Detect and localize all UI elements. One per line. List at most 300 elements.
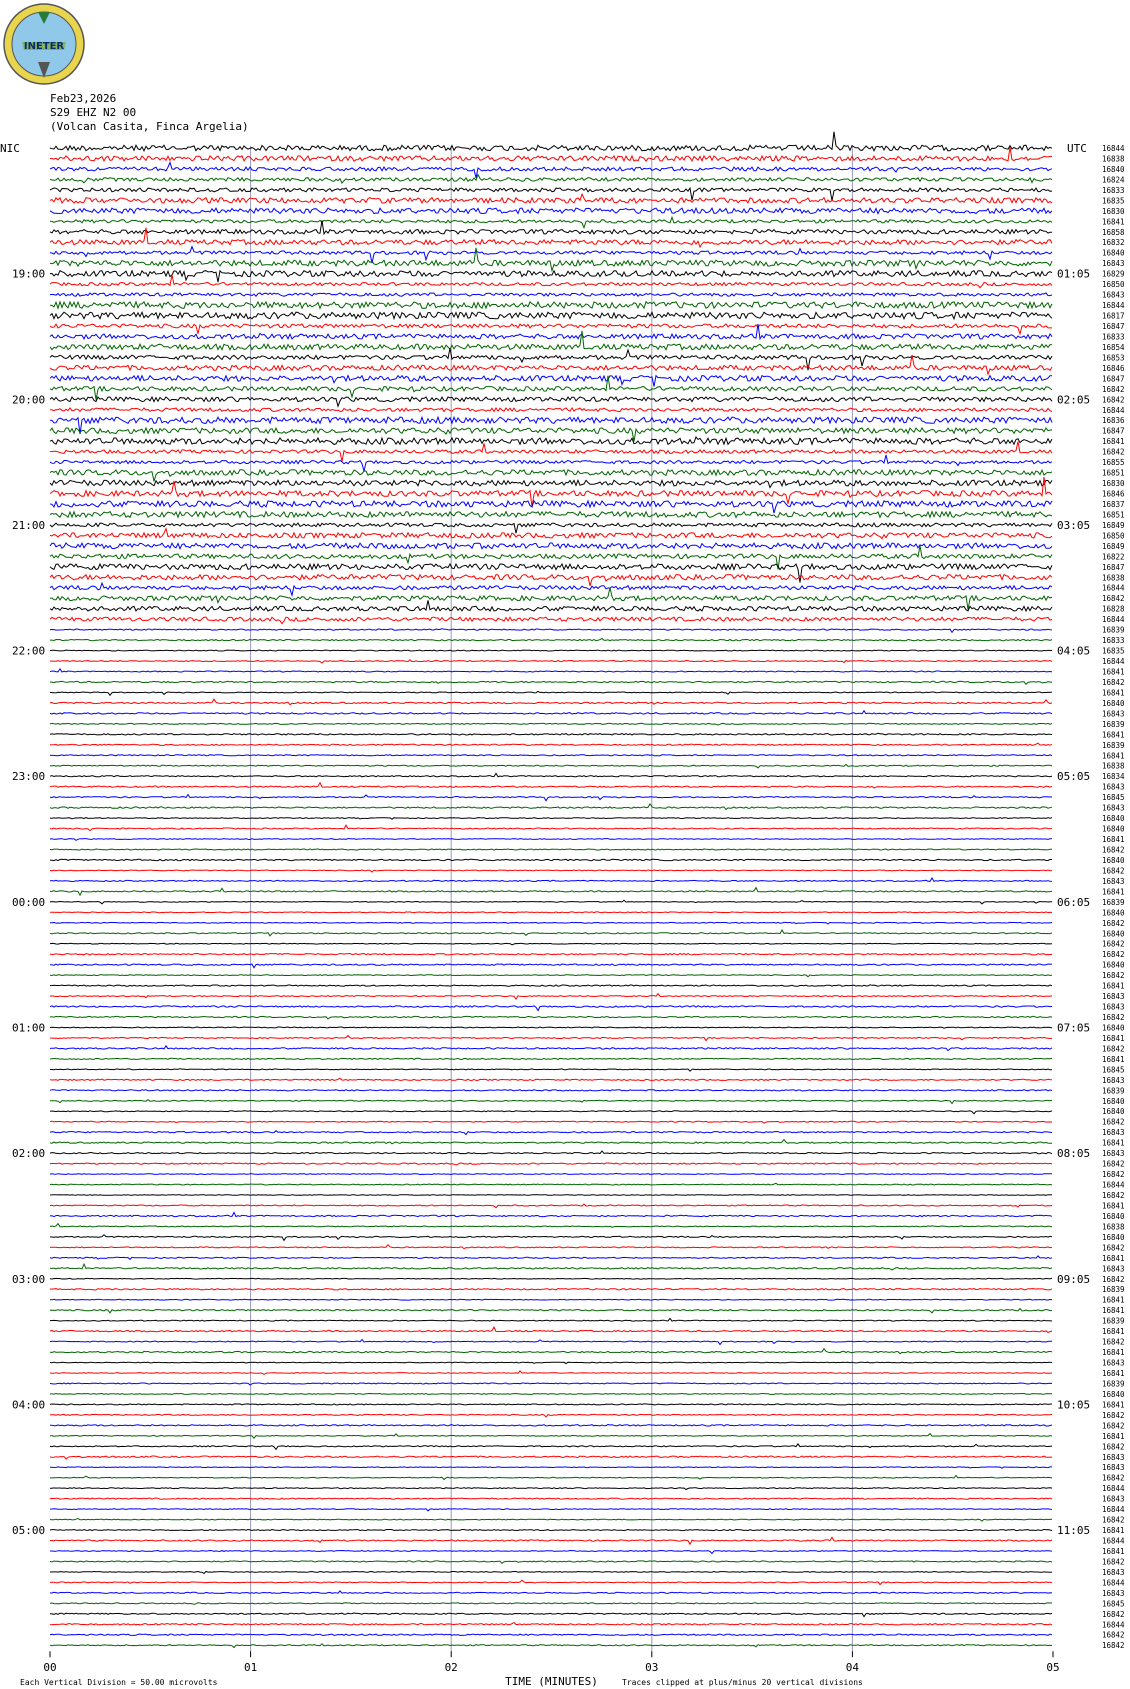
trace (50, 600, 1052, 611)
trace (50, 839, 1052, 841)
trace (50, 669, 1052, 672)
trace (50, 523, 1052, 533)
trace (50, 1299, 1052, 1300)
trace-offset-label: 16843 (1102, 1264, 1125, 1274)
logo-text: INETER (23, 41, 65, 52)
trace-offset-label: 16846 (1102, 363, 1125, 373)
trace-offset-label: 16837 (1102, 499, 1125, 509)
left-axis-label: NIC (0, 142, 20, 155)
utc-time-label: 07:05 (1057, 1021, 1091, 1035)
trace (50, 397, 1052, 406)
trace-offset-label: 16817 (1102, 311, 1125, 321)
trace (50, 1278, 1052, 1279)
trace-offset-label: 16842 (1102, 594, 1125, 604)
trace-offset-label: 16842 (1102, 866, 1125, 876)
trace (50, 408, 1052, 412)
trace (50, 1456, 1052, 1459)
trace (50, 275, 1052, 288)
trace (50, 1434, 1052, 1439)
trace-offset-label: 16833 (1102, 636, 1125, 646)
trace-offset-label: 16841 (1102, 217, 1125, 227)
trace-offset-label: 16841 (1102, 437, 1125, 447)
trace-offset-label: 16849 (1102, 541, 1125, 551)
trace (50, 1613, 1052, 1617)
trace-offset-label: 16842 (1102, 1013, 1125, 1023)
trace-offset-label: 16843 (1102, 1149, 1125, 1159)
trace-offset-label: 16847 (1102, 562, 1125, 572)
trace-offset-label: 16838 (1102, 573, 1125, 583)
trace (50, 1404, 1052, 1405)
trace-offset-label: 16844 (1102, 1180, 1125, 1190)
trace (50, 583, 1052, 595)
trace (50, 639, 1052, 641)
trace-offset-label: 16833 (1102, 185, 1125, 195)
header-channel: S29 EHZ N2 00 (50, 106, 137, 119)
trace (50, 1580, 1052, 1584)
trace (50, 1340, 1052, 1345)
trace (50, 247, 1052, 264)
trace-offset-label: 16839 (1102, 1086, 1125, 1096)
trace-offset-label: 16839 (1102, 897, 1125, 907)
trace-offset-label: 16847 (1102, 321, 1125, 331)
trace-offset-label: 16842 (1102, 1274, 1125, 1284)
trace-offset-label: 16841 (1102, 1526, 1125, 1536)
trace-offset-label: 16835 (1102, 196, 1125, 206)
trace (50, 1078, 1052, 1080)
trace-offset-label: 16840 (1102, 698, 1125, 708)
trace-offset-label: 16840 (1102, 164, 1125, 174)
trace-offset-label: 16842 (1102, 1557, 1125, 1567)
trace-offset-label: 16841 (1102, 887, 1125, 897)
trace-offset-label: 16841 (1102, 730, 1125, 740)
trace (50, 1016, 1052, 1019)
trace (50, 930, 1052, 936)
trace (50, 1394, 1052, 1395)
trace-offset-label: 16844 (1102, 583, 1125, 593)
trace (50, 1414, 1052, 1417)
trace-offset-label: 16842 (1102, 1515, 1125, 1525)
nic-time-label: 02:00 (12, 1147, 46, 1161)
trace-offset-label: 16844 (1102, 144, 1125, 153)
trace (50, 175, 1052, 184)
trace (50, 1644, 1052, 1648)
x-tick-label: 02 (444, 1661, 458, 1675)
utc-time-label: 10:05 (1057, 1398, 1091, 1412)
trace (50, 723, 1052, 725)
trace-offset-label: 16842 (1102, 1473, 1125, 1483)
trace (50, 1309, 1052, 1313)
trace-offset-label: 16858 (1102, 227, 1125, 237)
trace (50, 331, 1052, 350)
trace (50, 1245, 1052, 1249)
trace (50, 588, 1052, 610)
trace (50, 1488, 1052, 1490)
trace (50, 132, 1052, 151)
trace (50, 312, 1052, 319)
trace (50, 1006, 1052, 1011)
trace-offset-label: 16842 (1102, 1044, 1125, 1054)
trace (50, 1349, 1052, 1354)
trace (50, 1058, 1052, 1059)
trace (50, 1027, 1052, 1028)
trace (50, 818, 1052, 820)
trace (50, 470, 1052, 482)
trace (50, 163, 1052, 178)
trace (50, 1111, 1052, 1114)
trace (50, 1183, 1052, 1185)
trace-offset-label: 16841 (1102, 1138, 1125, 1148)
x-axis-title: TIME (MINUTES) (505, 1675, 598, 1689)
trace (50, 437, 1052, 444)
trace (50, 650, 1052, 651)
trace (50, 501, 1052, 513)
trace-offset-label: 16844 (1102, 1578, 1125, 1588)
trace-offset-label: 16842 (1102, 971, 1125, 981)
trace-offset-label: 16841 (1102, 688, 1125, 698)
trace (50, 699, 1052, 705)
trace-offset-label: 16841 (1102, 1201, 1125, 1211)
utc-time-label: 04:05 (1057, 644, 1091, 658)
trace (50, 1572, 1052, 1574)
trace-offset-label: 16851 (1102, 468, 1125, 478)
trace-offset-label: 16841 (1102, 1327, 1125, 1337)
trace (50, 691, 1052, 695)
trace-offset-label: 16839 (1102, 1316, 1125, 1326)
trace (50, 1519, 1052, 1522)
trace-offset-label: 16832 (1102, 238, 1125, 248)
trace (50, 1204, 1052, 1208)
nic-time-label: 04:00 (12, 1398, 46, 1412)
trace (50, 1561, 1052, 1563)
header-station: (Volcan Casita, Finca Argelia) (50, 120, 249, 133)
trace-offset-label: 16841 (1102, 1306, 1125, 1316)
trace (50, 1036, 1052, 1041)
trace (50, 629, 1052, 633)
trace-offset-label: 16838 (1102, 1222, 1125, 1232)
trace-offset-label: 16841 (1102, 1431, 1125, 1441)
trace (50, 271, 1052, 283)
trace-offset-label: 16842 (1102, 1630, 1125, 1640)
trace (50, 1318, 1052, 1321)
trace-offset-label: 16843 (1102, 1494, 1125, 1504)
trace-offset-label: 16840 (1102, 908, 1125, 918)
trace (50, 564, 1052, 583)
trace (50, 1046, 1052, 1051)
utc-time-label: 01:05 (1057, 267, 1091, 281)
trace-offset-label: 16843 (1102, 803, 1125, 813)
trace (50, 194, 1052, 203)
trace-offset-label: 16842 (1102, 1410, 1125, 1420)
trace (50, 1498, 1052, 1499)
trace-offset-label: 16842 (1102, 1191, 1125, 1200)
trace-offset-label: 16854 (1102, 342, 1125, 352)
trace (50, 660, 1052, 663)
trace (50, 859, 1052, 860)
trace (50, 888, 1052, 896)
trace-offset-label: 16843 (1102, 1588, 1125, 1598)
trace (50, 1425, 1052, 1427)
trace-offset-label: 16844 (1102, 1620, 1125, 1630)
x-tick-label: 03 (645, 1661, 659, 1675)
trace (50, 985, 1052, 986)
trace-offset-label: 16840 (1102, 1023, 1125, 1033)
trace-offset-label: 16840 (1102, 960, 1125, 970)
trace (50, 512, 1052, 518)
trace-offset-label: 16841 (1102, 751, 1125, 761)
trace-offset-label: 16843 (1102, 1358, 1125, 1368)
trace (50, 1603, 1052, 1605)
trace-offset-label: 16839 (1102, 1285, 1125, 1295)
trace (50, 1289, 1052, 1290)
trace-offset-label: 16841 (1102, 1546, 1125, 1556)
nic-time-label: 21:00 (12, 518, 46, 532)
trace (50, 1235, 1052, 1241)
trace-offset-label: 16845 (1102, 1599, 1125, 1609)
nic-time-label: 19:00 (12, 267, 46, 281)
trace-offset-label: 16841 (1102, 835, 1125, 845)
trace (50, 1371, 1052, 1374)
trace (50, 1151, 1052, 1154)
trace (50, 1537, 1052, 1544)
trace-offset-label: 16840 (1102, 1096, 1125, 1106)
trace (50, 964, 1052, 968)
trace (50, 681, 1052, 684)
trace-offset-label: 16841 (1102, 1054, 1125, 1064)
trace (50, 975, 1052, 977)
trace-offset-label: 16830 (1102, 479, 1125, 489)
trace-offset-label: 16840 (1102, 1232, 1125, 1242)
utc-time-label: 11:05 (1057, 1524, 1091, 1538)
trace-offset-label: 16824 (1102, 175, 1125, 185)
trace-offset-label: 16840 (1102, 1211, 1125, 1221)
trace-offset-label: 16855 (1102, 458, 1125, 468)
trace-offset-label: 16844 (1102, 615, 1125, 625)
trace-offset-label: 16844 (1102, 301, 1125, 311)
trace (50, 208, 1052, 214)
trace-offset-label: 16842 (1102, 1117, 1125, 1127)
trace-offset-label: 16844 (1102, 405, 1125, 415)
trace (50, 376, 1052, 387)
header-date: Feb23,2026 (50, 92, 117, 105)
trace-offset-label: 16842 (1102, 939, 1125, 949)
trace (50, 764, 1052, 768)
trace-offset-label: 16841 (1102, 1400, 1125, 1410)
trace-offset-label: 16840 (1102, 1107, 1125, 1117)
trace-offset-label: 16830 (1102, 206, 1125, 216)
trace (50, 1069, 1052, 1072)
trace-offset-label: 16844 (1102, 657, 1125, 667)
trace (50, 1264, 1052, 1270)
trace (50, 1634, 1052, 1635)
trace-offset-label: 16843 (1102, 1002, 1125, 1012)
trace (50, 743, 1052, 745)
trace-offset-label: 16839 (1102, 740, 1125, 750)
trace (50, 1444, 1052, 1450)
trace-offset-label: 16845 (1102, 793, 1125, 803)
trace-offset-label: 16843 (1102, 1452, 1125, 1462)
trace-offset-label: 16842 (1102, 918, 1125, 928)
trace-offset-label: 16843 (1102, 1463, 1125, 1473)
trace (50, 849, 1052, 850)
trace-offset-label: 16842 (1102, 395, 1125, 405)
trace-offset-label: 16841 (1102, 667, 1125, 677)
x-tick-label: 04 (845, 1661, 860, 1675)
trace-offset-label: 16838 (1102, 154, 1125, 164)
trace (50, 825, 1052, 830)
trace-offset-label: 16842 (1102, 1609, 1125, 1619)
x-tick-label: 00 (43, 1661, 57, 1675)
nic-time-label: 20:00 (12, 393, 46, 407)
trace-offset-label: 16841 (1102, 1368, 1125, 1378)
trace-offset-label: 16839 (1102, 719, 1125, 729)
trace (50, 293, 1052, 296)
trace-offset-label: 16842 (1102, 1170, 1125, 1180)
trace-offset-label: 16846 (1102, 489, 1125, 499)
trace (50, 302, 1052, 309)
trace-offset-label: 16842 (1102, 677, 1125, 687)
trace (50, 617, 1052, 624)
trace-offset-label: 16841 (1102, 981, 1125, 991)
trace (50, 900, 1052, 904)
trace-offset-label: 16842 (1102, 845, 1125, 855)
scale-note: Each Vertical Division = 50.00 microvolts (20, 1678, 218, 1688)
trace-offset-label: 16840 (1102, 855, 1125, 865)
trace-offset-label: 16850 (1102, 531, 1125, 541)
trace-offset-label: 16840 (1102, 1389, 1125, 1399)
nic-time-label: 01:00 (12, 1021, 46, 1035)
nic-time-label: 22:00 (12, 644, 46, 658)
trace (50, 1090, 1052, 1091)
trace-offset-label: 16843 (1102, 1128, 1125, 1138)
trace-offset-label: 16843 (1102, 290, 1125, 300)
utc-time-label: 02:05 (1057, 393, 1091, 407)
utc-time-label: 05:05 (1057, 770, 1091, 784)
trace-offset-label: 16833 (1102, 332, 1125, 342)
trace-offset-label: 16842 (1102, 1159, 1125, 1169)
trace (50, 711, 1052, 714)
trace-offset-label: 16850 (1102, 280, 1125, 290)
x-tick-label: 01 (243, 1661, 258, 1675)
trace (50, 1213, 1052, 1217)
trace-offset-label: 16840 (1102, 248, 1125, 258)
trace (50, 1509, 1052, 1511)
trace-offset-label: 16841 (1102, 1348, 1125, 1358)
trace-offset-label: 16843 (1102, 1075, 1125, 1085)
nic-time-label: 23:00 (12, 770, 46, 784)
utc-time-label: 06:05 (1057, 895, 1091, 909)
trace-offset-label: 16843 (1102, 259, 1125, 269)
trace (50, 943, 1052, 945)
trace (50, 1256, 1052, 1260)
trace (50, 442, 1052, 462)
trace (50, 1591, 1052, 1594)
trace (50, 324, 1052, 334)
trace (50, 1173, 1052, 1174)
trace-offset-label: 16829 (1102, 269, 1125, 279)
trace-offset-label: 16844 (1102, 1484, 1125, 1494)
clip-note: Traces clipped at plus/minus 20 vertical divisions (622, 1678, 863, 1688)
trace-offset-label: 16849 (1102, 520, 1125, 530)
trace-offset-label: 16840 (1102, 824, 1125, 834)
trace (50, 994, 1052, 1000)
trace-offset-label: 16834 (1102, 772, 1125, 782)
trace (50, 1362, 1052, 1363)
trace (50, 795, 1052, 801)
trace (50, 1383, 1052, 1385)
trace-offset-label: 16847 (1102, 426, 1125, 436)
trace (50, 912, 1052, 913)
trace-offset-label: 16842 (1102, 1421, 1125, 1431)
trace-offset-label: 16842 (1102, 1337, 1125, 1347)
nic-time-label: 03:00 (12, 1272, 46, 1286)
trace-offset-label: 16835 (1102, 646, 1125, 656)
trace-offset-label: 16843 (1102, 876, 1125, 886)
trace (50, 543, 1052, 549)
trace-offset-label: 16822 (1102, 552, 1125, 562)
trace-offset-label: 16840 (1102, 929, 1125, 939)
nic-time-label: 05:00 (12, 1524, 46, 1538)
trace-offset-label: 16841 (1102, 1033, 1125, 1043)
trace-offset-label: 16853 (1102, 353, 1125, 363)
trace-offset-label: 16839 (1102, 1379, 1125, 1389)
trace-offset-label: 16828 (1102, 604, 1125, 614)
trace-offset-label: 16843 (1102, 1567, 1125, 1577)
trace (50, 1551, 1052, 1554)
trace-offset-label: 16851 (1102, 510, 1125, 520)
trace-offset-label: 16843 (1102, 992, 1125, 1002)
trace (50, 480, 1052, 487)
trace-offset-label: 16847 (1102, 374, 1125, 384)
trace-offset-label: 16842 (1102, 950, 1125, 960)
trace-offset-label: 16843 (1102, 709, 1125, 719)
trace (50, 1327, 1052, 1332)
trace-offset-label: 16841 (1102, 1253, 1125, 1263)
right-axis-label: UTC (1067, 142, 1087, 155)
trace-offset-label: 16840 (1102, 814, 1125, 824)
utc-time-label: 08:05 (1057, 1147, 1091, 1161)
trace-offset-label: 16838 (1102, 761, 1125, 771)
trace (50, 870, 1052, 872)
trace-offset-label: 16842 (1102, 1243, 1125, 1253)
trace (50, 1224, 1052, 1228)
trace (50, 1195, 1052, 1196)
trace (50, 733, 1052, 735)
trace-offset-label: 16843 (1102, 782, 1125, 792)
trace (50, 804, 1052, 810)
trace (50, 922, 1052, 924)
utc-time-label: 03:05 (1057, 518, 1091, 532)
trace (50, 1529, 1052, 1530)
trace (50, 1131, 1052, 1135)
trace-offset-label: 16842 (1102, 384, 1125, 394)
trace (50, 1140, 1052, 1144)
trace (50, 1121, 1052, 1123)
trace (50, 878, 1052, 882)
trace (50, 1163, 1052, 1165)
trace-offset-label: 16842 (1102, 1442, 1125, 1452)
trace (50, 783, 1052, 788)
trace (50, 324, 1052, 339)
nic-time-label: 00:00 (12, 895, 46, 909)
trace (50, 755, 1052, 756)
trace-offset-label: 16844 (1102, 1505, 1125, 1515)
trace (50, 1467, 1052, 1468)
trace (50, 954, 1052, 955)
trace-offset-label: 16844 (1102, 1536, 1125, 1546)
trace-offset-label: 16842 (1102, 1641, 1125, 1651)
trace-offset-label: 16845 (1102, 1065, 1125, 1075)
trace (50, 217, 1052, 227)
